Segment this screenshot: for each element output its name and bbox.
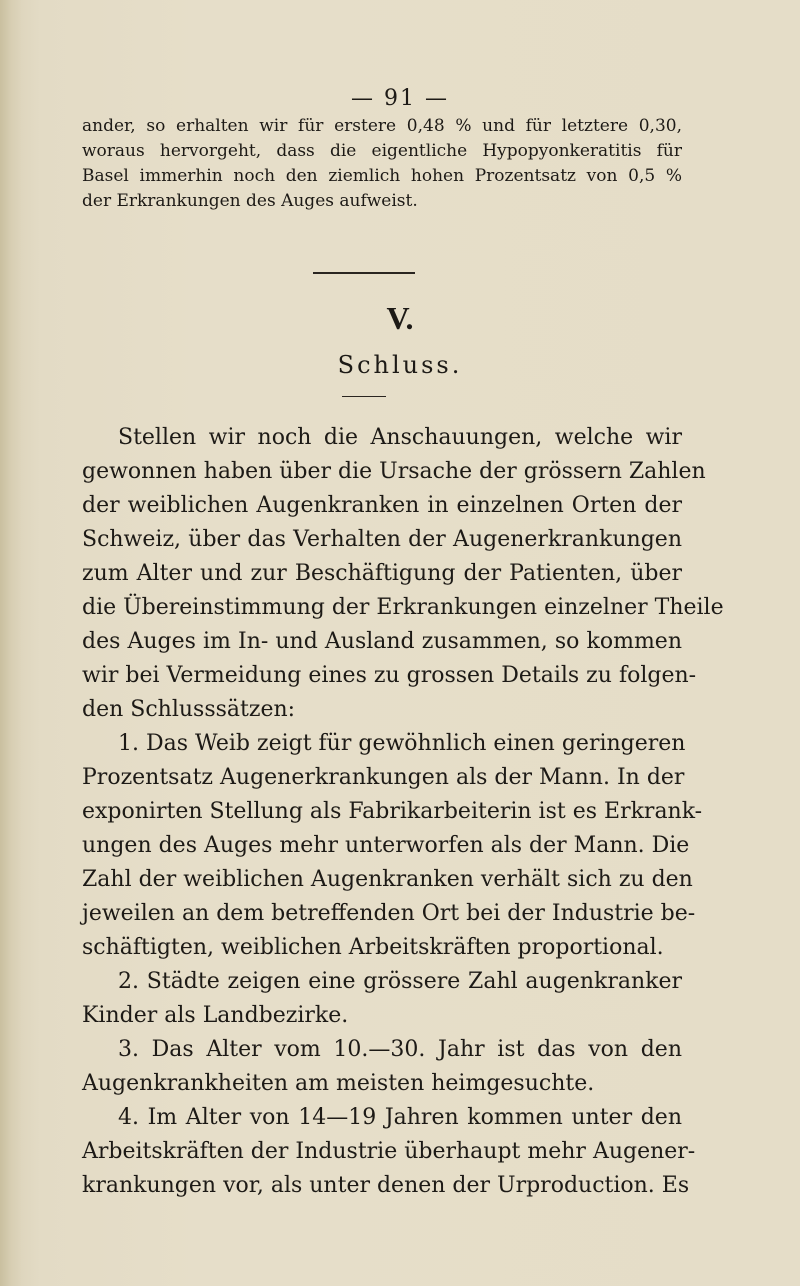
conclusion-text bbox=[82, 421, 724, 1203]
intro-line: woraus hervorgeht, dass die eigentliche Hypopyonkeratitis für bbox=[82, 141, 682, 161]
conclusion-item-1: 1. Das Weib zeigt für gewöhnlich einen geringeren bbox=[118, 731, 686, 756]
body-line: jeweilen an dem betreffenden Ort bei der Industrie be- bbox=[82, 901, 696, 926]
body-line: Prozentsatz Augenerkrankungen als der Mann. In der bbox=[82, 765, 685, 790]
body-line: exponirten Stellung als Fabrikarbeiterin ist es Erkrank- bbox=[82, 799, 703, 824]
conclusion-item-2: 2. Städte zeigen eine grössere Zahl augenkranker bbox=[118, 969, 682, 994]
body-line: der weiblichen Augenkranken in einzelnen Orten der bbox=[82, 493, 682, 518]
body-line: zum Alter und zur Beschäftigung der Patienten, über bbox=[82, 561, 682, 586]
body-line: Stellen wir noch die Anschauungen, welche wir bbox=[118, 425, 682, 450]
body-line: Zahl der weiblichen Augenkranken verhält sich zu den bbox=[82, 867, 693, 892]
body-line: des Auges im In- und Ausland zusammen, so kommen bbox=[82, 629, 682, 654]
section-divider-bottom bbox=[342, 396, 386, 397]
body-line: den Schlusssätzen: bbox=[82, 697, 296, 722]
body-line: Schweiz, über das Verhalten der Augenerkrankungen bbox=[82, 527, 682, 552]
binding-shadow bbox=[0, 0, 22, 1286]
body-line: gewonnen haben über die Ursache der grössern Zahlen bbox=[82, 459, 706, 484]
intro-line: der Erkrankungen des Auges aufweist. bbox=[82, 191, 418, 211]
page-number: — 91 — bbox=[351, 86, 449, 111]
section-title: Schluss. bbox=[337, 351, 463, 379]
body-line: krankungen vor, als unter denen der Urproduction. Es bbox=[82, 1173, 690, 1198]
body-line: ungen des Auges mehr unterworfen als der Mann. Die bbox=[82, 833, 690, 858]
body-line: wir bei Vermeidung eines zu grossen Details zu folgen- bbox=[82, 663, 697, 688]
intro-line: ander, so erhalten wir für erstere 0,48 % und für letztere 0,30, bbox=[82, 116, 682, 136]
body-line: Arbeitskräften der Industrie überhaupt mehr Augener- bbox=[82, 1139, 696, 1164]
intro-paragraph bbox=[82, 114, 682, 214]
conclusion-item-3: 3. Das Alter vom 10.—30. Jahr ist das von den bbox=[118, 1037, 682, 1062]
body-line: Kinder als Landbezirke. bbox=[82, 1003, 349, 1028]
body-line: schäftigten, weiblichen Arbeitskräften proportional. bbox=[82, 935, 664, 960]
body-line: Augenkrankheiten am meisten heimgesuchte. bbox=[82, 1071, 595, 1096]
body-line: die Übereinstimmung der Erkrankungen einzelner Theile bbox=[82, 595, 724, 620]
intro-line: Basel immerhin noch den ziemlich hohen Prozentsatz von 0,5 % bbox=[82, 166, 682, 186]
section-number: V. bbox=[386, 300, 414, 336]
conclusion-item-4: 4. Im Alter von 14—19 Jahren kommen unter den bbox=[118, 1105, 682, 1130]
section-divider-top bbox=[313, 272, 415, 274]
